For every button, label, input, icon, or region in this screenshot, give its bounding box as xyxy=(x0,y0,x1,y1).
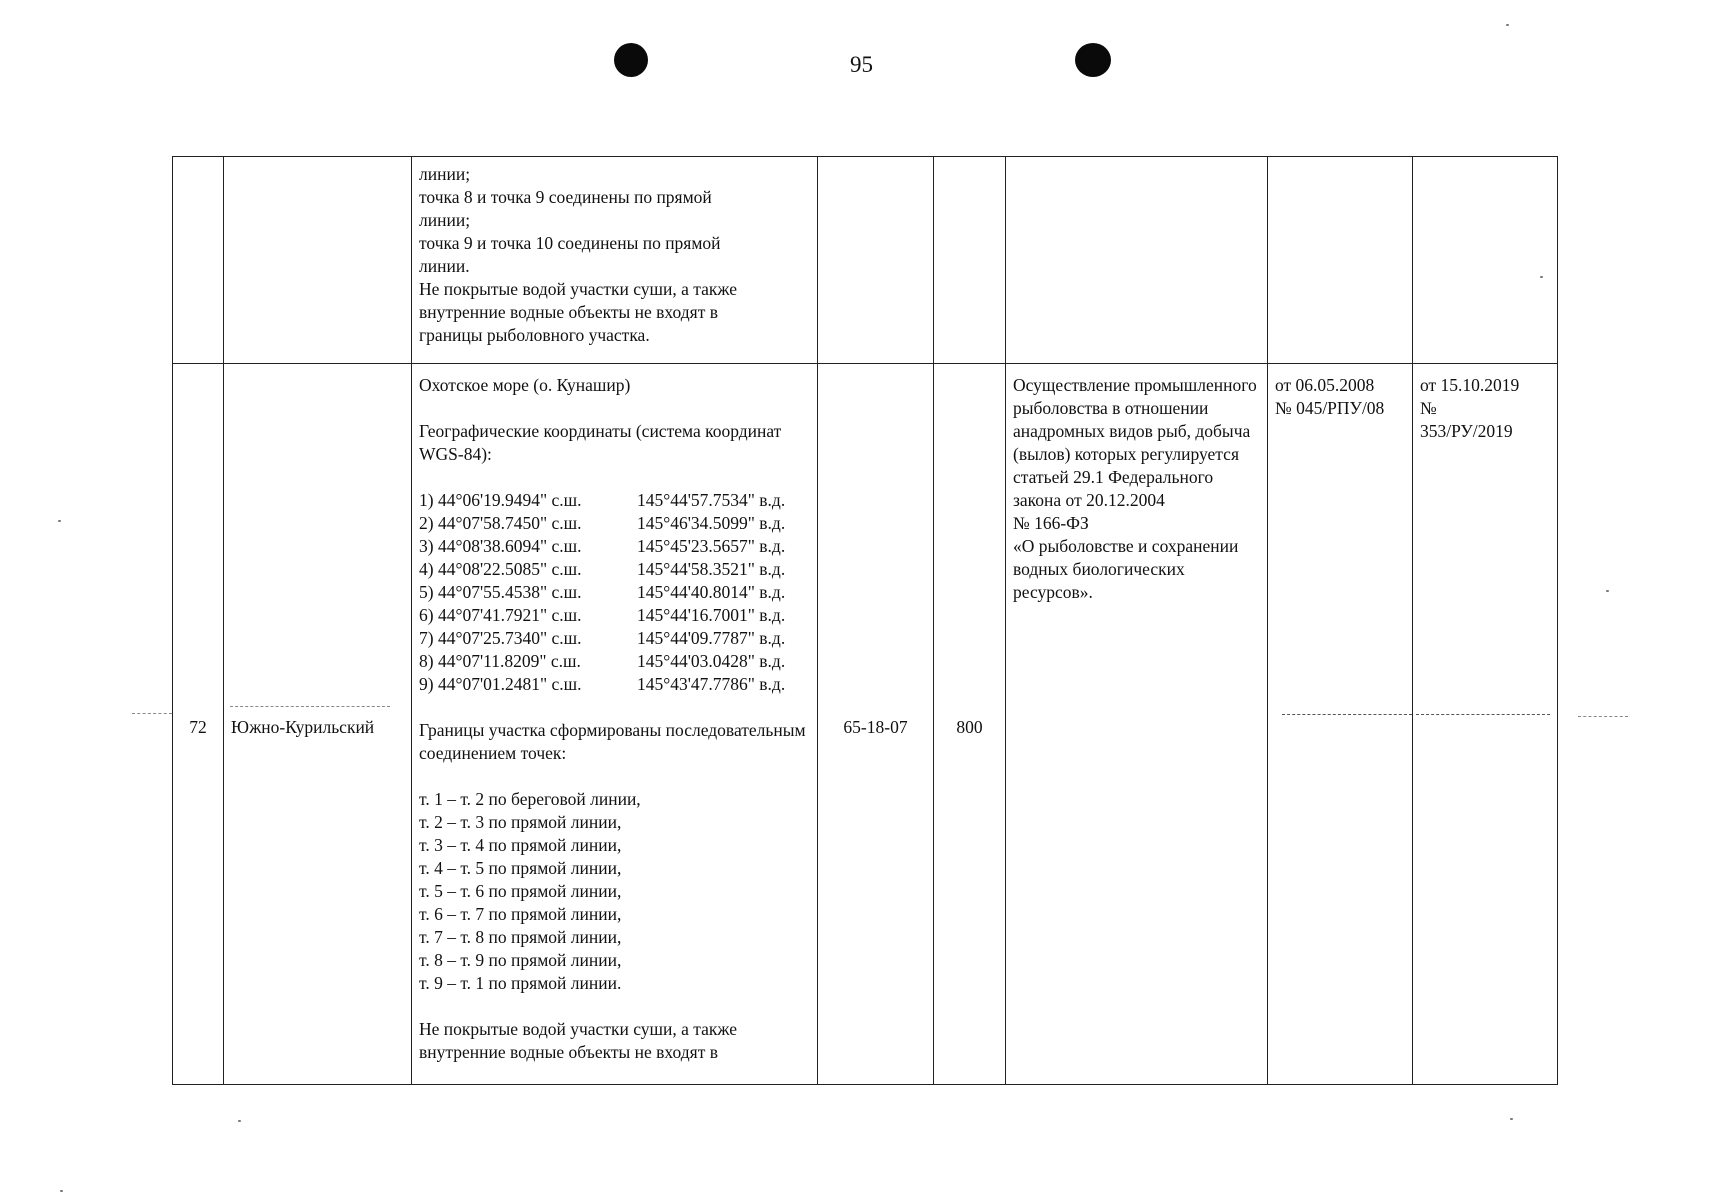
contract-1 xyxy=(1268,364,1413,1085)
coordinate-row xyxy=(419,604,810,627)
record-row xyxy=(173,364,1558,1085)
area-title: Охотское море (о. Кунашир) xyxy=(419,375,631,395)
closing-note: Не покрытые водой участки суши, а также внутренние водные объекты не входят в xyxy=(419,1019,737,1062)
cell-empty xyxy=(1006,157,1268,364)
fishing-purpose xyxy=(1006,364,1268,1085)
longitude: 145°44'16.7001" в.д. xyxy=(637,605,786,625)
page-number: 95 xyxy=(850,52,873,77)
latitude: 4) 44°08'22.5085" с.ш. xyxy=(419,559,582,579)
latitude: 5) 44°07'55.4538" с.ш. xyxy=(419,582,582,602)
cell-empty xyxy=(818,157,934,364)
latitude: 3) 44°08'38.6094" с.ш. xyxy=(419,536,582,556)
continuation-line: границы рыболовного участка. xyxy=(419,325,650,345)
continuation-line: Не покрытые водой участки суши, а также xyxy=(419,279,737,299)
scan-speck xyxy=(1606,590,1609,592)
boundary-line: т. 7 – т. 8 по прямой линии, xyxy=(419,927,622,947)
coordinate-row xyxy=(419,627,810,650)
continuation-line: линии; xyxy=(419,164,471,184)
longitude: 145°44'57.7534" в.д. xyxy=(637,490,786,510)
latitude: 2) 44°07'58.7450" с.ш. xyxy=(419,513,582,533)
boundary-line: т. 8 – т. 9 по прямой линии, xyxy=(419,950,622,970)
longitude: 145°44'40.8014" в.д. xyxy=(637,582,786,602)
coordinate-row xyxy=(419,489,810,512)
continuation-line: точка 9 и точка 10 соединены по прямой xyxy=(419,233,721,253)
boundary-heading: Границы участка сформированы последовательным соединением точек: xyxy=(419,720,806,763)
scan-speck xyxy=(1540,276,1543,278)
continuation-row xyxy=(173,157,1558,364)
coordinate-row xyxy=(419,673,810,696)
continuation-text-cell xyxy=(412,157,818,364)
cell-empty xyxy=(934,157,1006,364)
continuation-line: линии. xyxy=(419,256,470,276)
contract-1-text: от 06.05.2008 № 045/РПУ/08 xyxy=(1275,375,1385,418)
boundary-line: т. 9 – т. 1 по прямой линии. xyxy=(419,973,622,993)
scan-mark xyxy=(230,706,390,707)
cell-empty xyxy=(173,157,224,364)
scan-speck xyxy=(58,520,61,522)
longitude: 145°44'58.3521" в.д. xyxy=(637,559,786,579)
boundary-line: т. 6 – т. 7 по прямой линии, xyxy=(419,904,622,924)
contract-2-text: от 15.10.2019 № 353/РУ/2019 xyxy=(1420,375,1520,441)
boundary-line: т. 5 – т. 6 по прямой линии, xyxy=(419,881,622,901)
scan-mark xyxy=(1578,716,1628,717)
continuation-line: внутренние водные объекты не входят в xyxy=(419,302,718,322)
continuation-line: точка 8 и точка 9 соединены по прямой xyxy=(419,187,712,207)
scan-mark xyxy=(132,713,172,714)
longitude: 145°44'03.0428" в.д. xyxy=(637,651,786,671)
scan-mark xyxy=(1416,714,1550,715)
scan-speck xyxy=(60,1190,63,1192)
boundary-line: т. 4 – т. 5 по прямой линии, xyxy=(419,858,622,878)
scan-speck xyxy=(238,1120,241,1122)
latitude: 1) 44°06'19.9494" с.ш. xyxy=(419,490,582,510)
area-size: 800 xyxy=(934,364,1006,1085)
coordinate-list xyxy=(419,489,810,696)
area-code: 65-18-07 xyxy=(818,364,934,1085)
cell-empty xyxy=(1413,157,1558,364)
continuation-line: линии; xyxy=(419,210,471,230)
latitude: 7) 44°07'25.7340" с.ш. xyxy=(419,628,582,648)
boundary-description xyxy=(412,364,818,1085)
coordinate-row xyxy=(419,535,810,558)
cell-empty xyxy=(224,157,412,364)
longitude: 145°43'47.7786" в.д. xyxy=(637,674,786,694)
longitude: 145°44'09.7787" в.д. xyxy=(637,628,786,648)
latitude: 8) 44°07'11.8209" с.ш. xyxy=(419,651,581,671)
coordinate-row xyxy=(419,558,810,581)
boundary-line: т. 1 – т. 2 по береговой линии, xyxy=(419,789,641,809)
purpose-text: Осуществление промышленного рыболовства в отношении анадромных видов рыб, добыча (вылов) которых регулируется статьей 29.1 Федерального закона от 20.12.2004 № 166-ФЗ «О рыболовстве и сохранении водных биологических ресурсов». xyxy=(1013,375,1257,602)
contract-2 xyxy=(1413,364,1558,1085)
district-name: Южно-Курильский xyxy=(224,364,412,1085)
coords-heading: Географические координаты (система координат WGS-84): xyxy=(419,421,782,464)
scan-mark xyxy=(1282,714,1412,715)
longitude: 145°46'34.5099" в.д. xyxy=(637,513,786,533)
coordinate-row xyxy=(419,581,810,604)
latitude: 6) 44°07'41.7921" с.ш. xyxy=(419,605,582,625)
record-number: 72 xyxy=(173,364,224,1085)
coordinate-row xyxy=(419,512,810,535)
coordinate-row xyxy=(419,650,810,673)
cell-empty xyxy=(1268,157,1413,364)
latitude: 9) 44°07'01.2481" с.ш. xyxy=(419,674,582,694)
fishing-area-table xyxy=(172,156,1558,1085)
boundary-line: т. 3 – т. 4 по прямой линии, xyxy=(419,835,622,855)
boundary-list xyxy=(419,788,810,995)
scan-speck xyxy=(1510,1118,1513,1120)
longitude: 145°45'23.5657" в.д. xyxy=(637,536,786,556)
scan-speck xyxy=(1506,24,1509,26)
boundary-line: т. 2 – т. 3 по прямой линии, xyxy=(419,812,622,832)
